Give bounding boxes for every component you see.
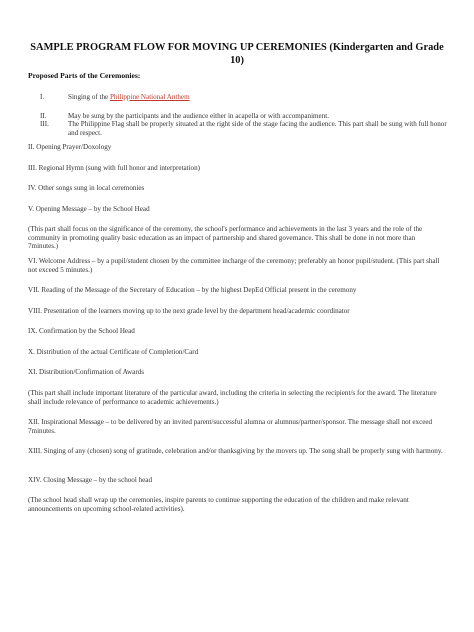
program-note: (The school head shall wrap up the ceremonies, inspire parents to continue supporting the education of the children and make relevant announcements on upcoming school-related activities). xyxy=(28,496,409,513)
item-iii: The Philippine Flag shall be properly situated at the right side of the stage facing the audience. This part shall be sung with full honor and respect. xyxy=(68,120,447,137)
program-line: XIV. Closing Message – by the school head xyxy=(28,476,152,484)
anthem-link[interactable]: Philippine National Anthem xyxy=(109,93,190,101)
item-ii: May be sung by the participants and the audience either in acapella or with accompaniment. xyxy=(68,112,329,120)
program-line: X. Distribution of the actual Certificate of Completion/Card xyxy=(28,348,199,356)
program-line: XI. Distribution/Confirmation of Awards xyxy=(28,368,144,376)
item-i-text: Singing of the xyxy=(68,93,110,101)
program-line: V. Opening Message – by the School Head xyxy=(28,205,150,213)
section-heading: Proposed Parts of the Ceremonies: xyxy=(28,71,141,80)
numeral-iii: III. xyxy=(40,120,49,128)
program-note: (This part shall include important literature of the particular award, including the criteria in selecting the recipient/s for the award. The literature shall include relevance of performance to academic achievements.) xyxy=(28,389,437,406)
program-note: (This part shall focus on the significance of the ceremony, the school's performance and achievements in the last 3 years and the role of the community in promoting quality basic education as an impact of partnership and shared governance. This shall be done in not more than 7minutes.) xyxy=(28,225,423,251)
program-line: II. Opening Prayer/Doxology xyxy=(28,143,112,151)
program-line: IX. Confirmation by the School Head xyxy=(28,327,135,335)
program-line: VI. Welcome Address – by a pupil/student chosen by the committee incharge of the ceremony; preferably an honor pupil/student. (This part shall not exceed 5 minutes.) xyxy=(28,257,440,274)
numeral-i: I. xyxy=(40,93,45,101)
program-line: IV. Other songs sung in local ceremonies xyxy=(28,184,145,192)
program-line: XIII. Singing of any (chosen) song of gratitude, celebration and/or thanksgiving by the movers up. The song shall be properly sung with harmony. xyxy=(28,447,443,455)
program-line: XII. Inspirational Message – to be delivered by an invited parent/successful alumna or alumnus/partner/sponsor. The message shall not exceed 7minutes. xyxy=(28,418,433,435)
document-title: SAMPLE PROGRAM FLOW FOR MOVING UP CEREMONIES (Kindergarten and Grade 10) xyxy=(30,42,444,66)
numeral-ii: II. xyxy=(40,112,47,120)
item-i xyxy=(68,93,448,102)
program-line: VII. Reading of the Message of the Secretary of Education – by the highest DepEd Official present in the ceremony xyxy=(28,286,357,294)
program-line: VIII. Presentation of the learners moving up to the next grade level by the department head/academic coordinator xyxy=(28,307,350,315)
program-line: III. Regional Hymn (sung with full honor and interpretation) xyxy=(28,164,200,172)
